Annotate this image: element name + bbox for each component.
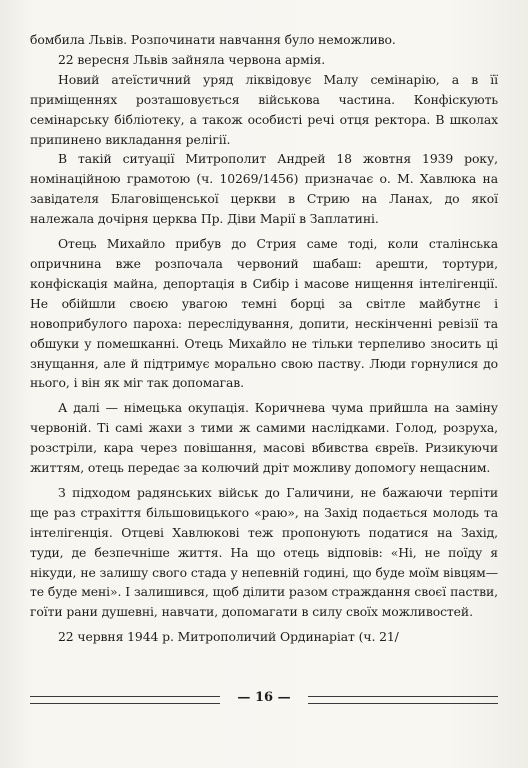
paragraph-6: А далі — німецька окупація. Коричнева чума прийшла на заміну червоній. Ті самі жахи з тими ж самими наслідками. Голод, розруха, розстріли, кара через повішання, масові вбивства євреїв. Ризикуючи життям, отець передає за колючий дріт можливу допомогу нещасним. bbox=[30, 400, 498, 476]
paragraph-3: Новий атеїстичний уряд ліквідовує Малу семінарію, а в її приміщеннях розташовується військова частина. Конфіскують семінарську бібліотеку, а також особисті речі отця ректора. В школах припинено викладання релігії. bbox=[30, 71, 498, 147]
paragraph-2: 22 вересня Львів зайняла червона армія. bbox=[58, 51, 326, 67]
footer-rule-right bbox=[308, 696, 498, 704]
paragraph-1: бомбила Львів. Розпочинати навчання було неможливо. bbox=[30, 32, 396, 47]
body-text bbox=[30, 30, 498, 647]
paragraph-5: Отець Михайло прибув до Стрия саме тоді, коли сталінська опричнина вже розпочала червоний шабаш: арешти, тортури, конфіскація майна, депортація в Сибір і масове нищення інтелігенції. Не обійшли своєю увагою темні борці за світле майбутнє і новоприбулого пароха: переслідування, допити, нескінченні ревізії та обшуки у помешканні. Отець Михайло не тільки терпеливо зносить ці знущання, але й підтримує морально свою паству. Люди горнулися до нього, і він як міг так допомагав. bbox=[30, 236, 498, 391]
paragraph-8: 22 червня 1944 р. Митрополичий Ординаріат (ч. 21/ bbox=[58, 629, 399, 645]
paragraph-7: З підходом радянських військ до Галичини, не бажаючи терпіти ще раз страхіття більшовицького «раю», на Захід подається молодь та інтелігенція. Отцеві Хавлюкові теж пропонують податися на Захід, туди, де безпечніше життя. На що отець відповів: «Ні, не поїду я нікуди, не залишу свого стада у непевній годині, що буде моїм вівцям—те буде мені». І залишився, щоб ділити разом страждання своєї пастви, гоїти рани душевні, навчати, допомагати в силу своїх можливостей. bbox=[30, 484, 498, 620]
page-footer bbox=[30, 692, 498, 712]
paragraph-4: В такій ситуації Митрополит Андрей 18 жовтня 1939 року, номінаційною грамотою (ч. 10269/1456) призначає о. М. Хавлюка на завідателя Благовіщенської церкви в Стрию на Ланах, до якої належала дочірня церква Пр. Діви Марії в Заплатині. bbox=[30, 151, 498, 227]
page-number: — 16 — bbox=[237, 690, 291, 705]
